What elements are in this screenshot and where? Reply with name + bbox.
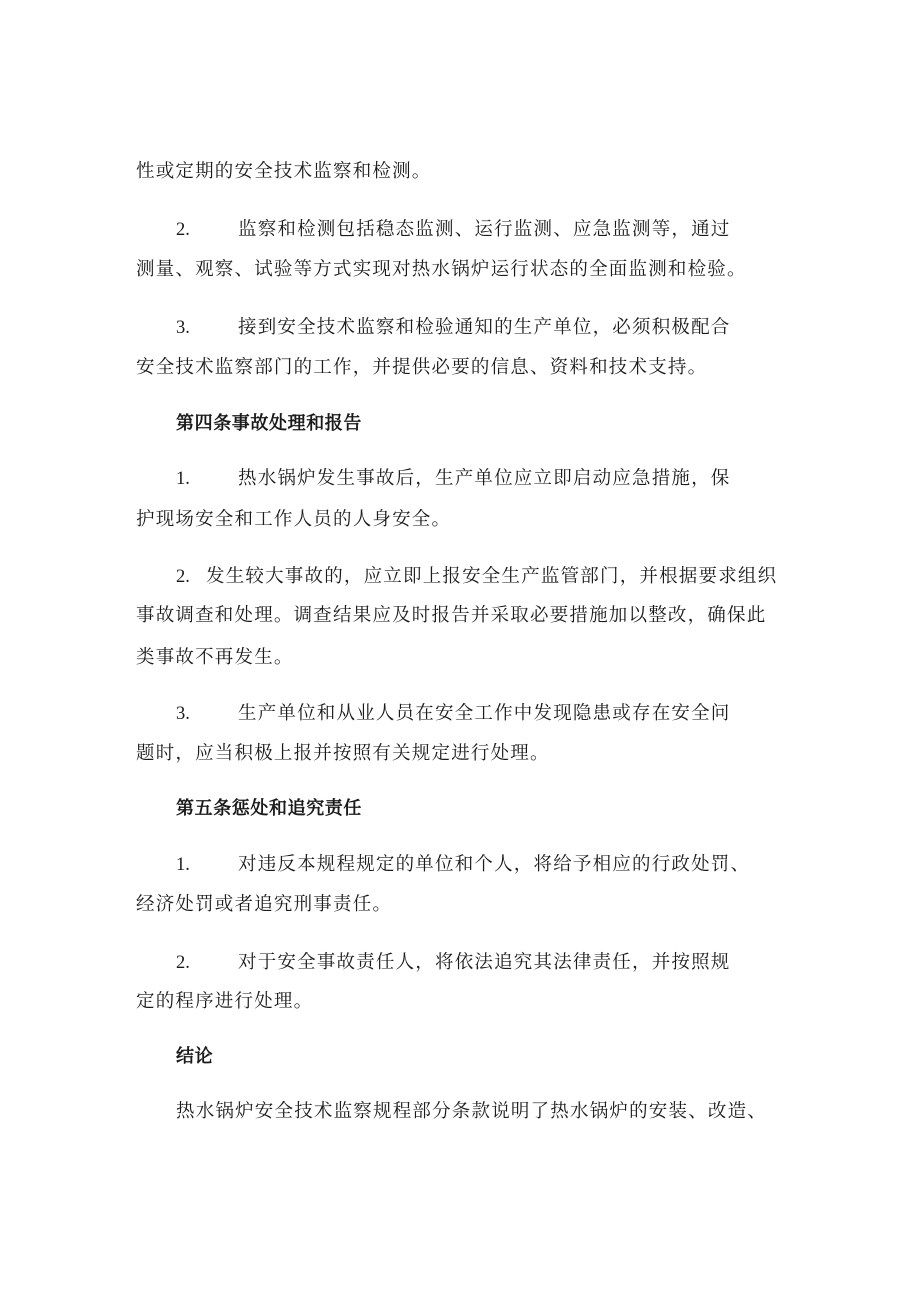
list-item-continuation: 护现场安全和工作人员的人身安全。 <box>136 509 452 530</box>
list-item-continuation: 安全技术监察部门的工作，并提供必要的信息、资料和技术支持。 <box>136 357 708 378</box>
list-item-continuation: 题时，应当积极上报并按照有关规定进行处理。 <box>136 743 550 764</box>
item-text: 对于安全事故责任人，将依法追究其法律责任，并按照规 <box>238 952 731 973</box>
conclusion-heading: 结论 <box>176 1046 214 1067</box>
list-item-continuation: 事故调查和处理。调查结果应及时报告并采取必要措施加以整改，确保此 <box>136 605 767 626</box>
list-item-line <box>176 565 777 589</box>
list-item-line <box>176 702 731 726</box>
list-item-continuation: 定的程序进行处理。 <box>136 991 314 1012</box>
item-text: 发生较大事故的，应立即上报安全生产监管部门，并根据要求组织 <box>206 566 778 587</box>
list-item-continuation: 类事故不再发生。 <box>136 647 294 668</box>
list-item-line <box>176 467 731 491</box>
item-text: 对违反本规程规定的单位和个人，将给予相应的行政处罚、 <box>238 854 751 875</box>
item-number: 3. <box>176 704 190 724</box>
item-text: 监察和检测包括稳态监测、运行监测、应急监测等，通过 <box>238 219 731 240</box>
item-text: 接到安全技术监察和检验通知的生产单位，必须积极配合 <box>238 317 731 338</box>
item-number: 2. <box>176 953 190 973</box>
item-number: 3. <box>176 318 190 338</box>
item-number: 2. <box>176 567 190 587</box>
section-heading-4: 第四条事故处理和报告 <box>176 413 362 434</box>
list-item-line <box>176 853 750 877</box>
list-item-line <box>176 218 731 242</box>
list-item-continuation: 测量、观察、试验等方式实现对热水锅炉运行状态的全面监测和检验。 <box>136 259 747 280</box>
item-number: 1. <box>176 469 190 489</box>
item-text: 生产单位和从业人员在安全工作中发现隐患或存在安全问 <box>238 703 731 724</box>
conclusion-line: 热水锅炉安全技术监察规程部分条款说明了热水锅炉的安装、改造、 <box>176 1101 768 1122</box>
list-item-line <box>176 316 731 340</box>
list-item-line <box>176 951 731 975</box>
section-heading-5: 第五条惩处和追究责任 <box>176 798 362 819</box>
intro-tail-line: 性或定期的安全技术监察和检测。 <box>136 161 432 182</box>
item-number: 1. <box>176 855 190 875</box>
item-number: 2. <box>176 220 190 240</box>
item-text: 热水锅炉发生事故后，生产单位应立即启动应急措施，保 <box>238 468 731 489</box>
list-item-continuation: 经济处罚或者追究刑事责任。 <box>136 894 393 915</box>
